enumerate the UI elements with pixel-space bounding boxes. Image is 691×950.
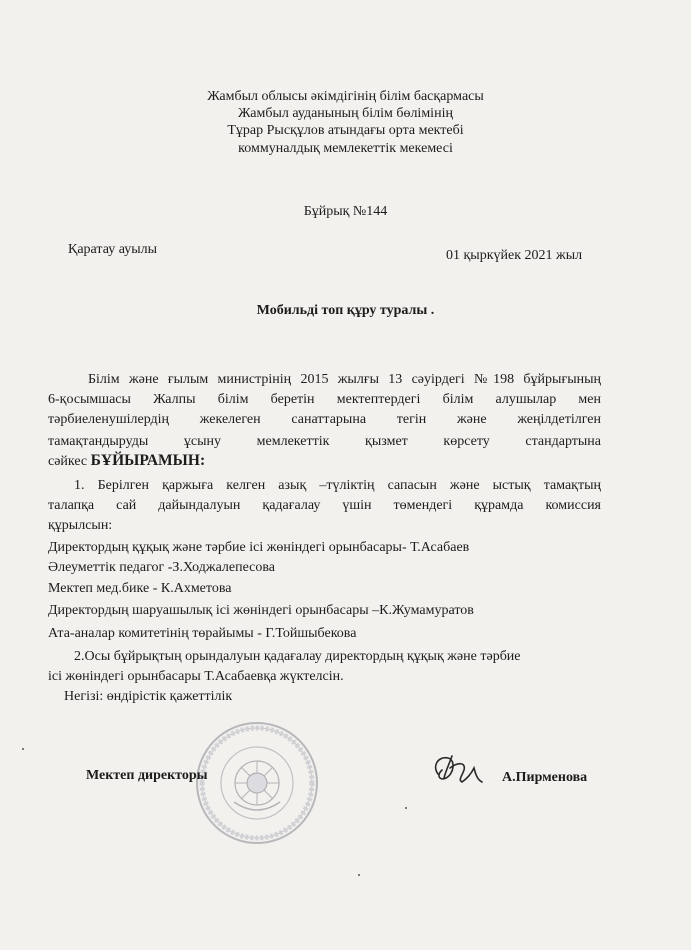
commission-member-3: Мектеп мед.бике - К.Ахметова [48, 581, 232, 596]
scan-speck [405, 807, 407, 809]
intro-line-3: тәрбиеленушілердің жекелеген санаттарына тегін және жеңілдетілген [48, 412, 601, 427]
order-basis: Негізі: өндірістік қажеттілік [64, 689, 233, 704]
handwritten-signature-icon [428, 748, 498, 792]
scan-speck [22, 748, 24, 750]
item1-line-1: 1. Берілген қаржыға келген азық –түліктің сапасын және ыстық тамақтың [74, 478, 601, 493]
item1-line-3: құрылсын: [48, 518, 113, 533]
commission-member-2: Әлеуметтік педагог -З.Ходжалепесова [48, 560, 276, 575]
order-number: Бұйрық №144 [303, 204, 388, 219]
commission-member-4: Директордың шаруашылық ісі жөніндегі орынбасары –К.Жумамуратов [48, 603, 474, 618]
order-place: Қаратау ауылы [68, 242, 157, 257]
item2-line-1: 2.Осы бұйрықтың орындалуын қадағалау директордың құқық және тәрбие [74, 649, 521, 664]
intro-line-4: тамақтандыруды ұсыну мемлекеттік қызмет көрсету стандартына [48, 434, 601, 449]
header-line-2: Жамбыл ауданының білім бөлімінің [238, 106, 453, 121]
scan-speck [358, 874, 360, 876]
header-line-1: Жамбыл облысы әкімдігінің білім басқармасы [207, 89, 484, 104]
decree-keyword: БҰЙЫРАМЫН: [90, 452, 206, 469]
item2-line-2: ісі жөніндегі орынбасары Т.Асабаевқа жүктелсін. [48, 669, 344, 684]
intro-line-5-prefix: сәйкес [48, 454, 91, 469]
signature-title: Мектеп директоры [86, 768, 208, 783]
commission-member-5: Ата-аналар комитетінің төрайымы - Г.Тойшыбекова [48, 626, 357, 641]
header-line-3: Тұрар Рысқұлов атындағы орта мектебі [227, 123, 464, 138]
official-seal-icon [194, 720, 320, 846]
director-name: А.Пирменова [502, 770, 588, 785]
intro-line-1: Білім және ғылым министрінің 2015 жылғы 13 сәуірдегі №198 бұйрығының [88, 372, 601, 387]
intro-line-2: 6-қосымшасы Жалпы білім беретін мектептердегі білім алушылар мен [48, 392, 601, 407]
header-line-4: коммуналдық мемлекеттік мекемесі [238, 141, 453, 156]
order-subject: Мобильді топ құру туралы . [256, 303, 435, 318]
commission-member-1: Директордың құқық және тәрбие ісі жөніндегі орынбасары- Т.Асабаев [48, 540, 470, 555]
item1-line-2: талапқа сай дайындалуын қадағалау үшін төмендегі құрамда комиссия [48, 498, 601, 513]
order-date: 01 қыркүйек 2021 жыл [446, 248, 583, 263]
intro-line-5 [48, 452, 205, 471]
